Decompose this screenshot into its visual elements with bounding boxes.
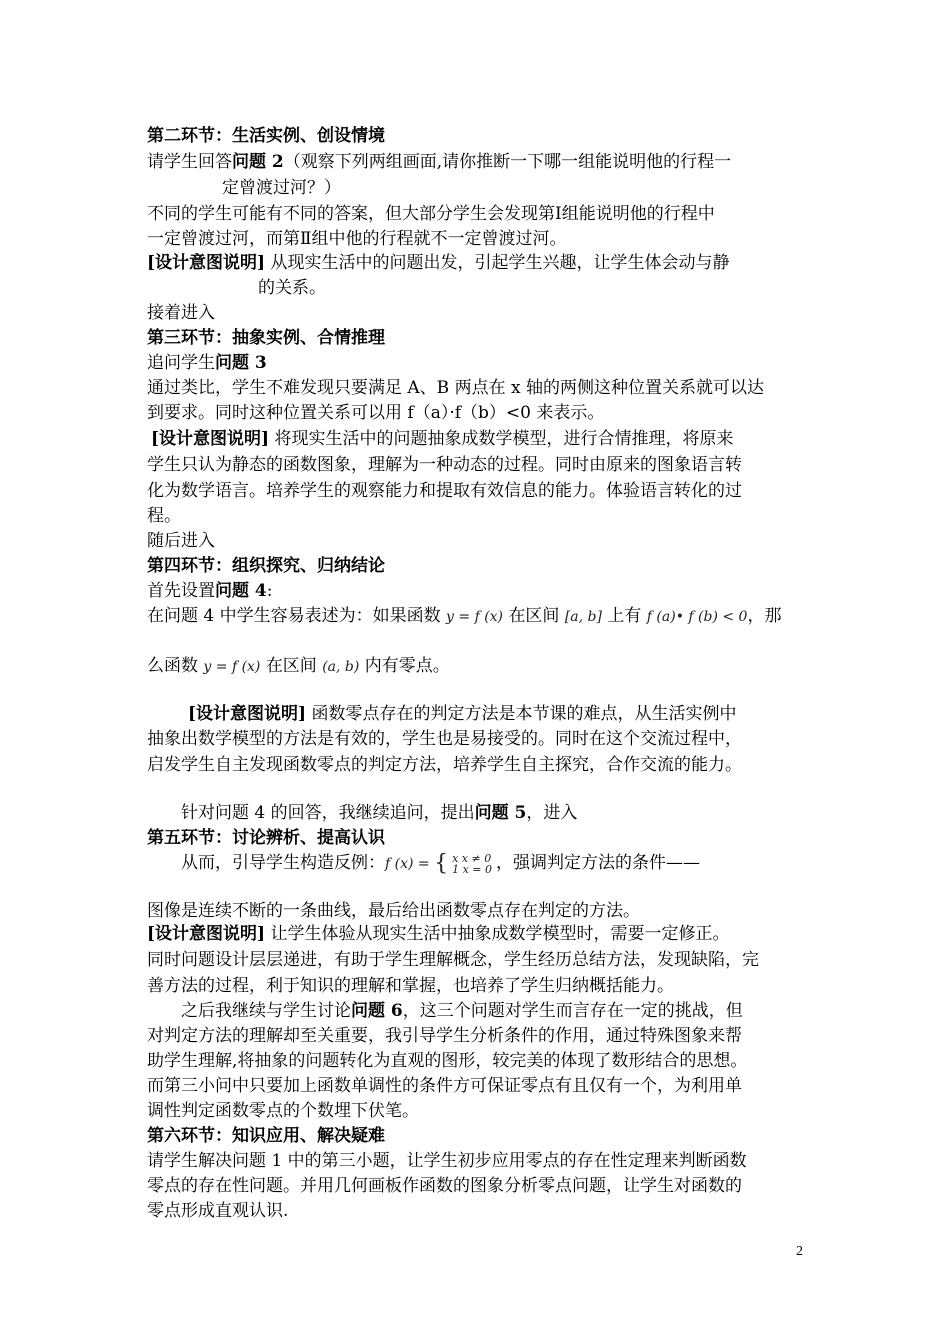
design-intent-text: 函数零点存在的判定方法是本节课的难点，从生活实例中 (311, 704, 737, 724)
section-3-transition: 随后进入 (147, 531, 215, 551)
colon: : (266, 581, 273, 601)
question-intro: 追问学生 (147, 353, 215, 373)
section-4-heading: 第四环节：组织探究、归纳结论 (147, 556, 385, 576)
section-5-intent-cont: 同时问题设计层层递进，有助于学生理解概念，学生经历总结方法，发现缺陷，完 (147, 950, 759, 970)
section-5-counterexample-line (181, 851, 700, 876)
section-3-paragraph: 通过类比，学生不难发现只要满足 A、B 两点在 x 轴的两侧这种位置关系就可以达 (147, 378, 764, 398)
section-4-intent (188, 702, 737, 726)
section-5-paragraph: 调性判定函数零点的个数埋下伏笔。 (147, 1101, 419, 1121)
section-5-paragraph: 而第三小问中只要加上函数单调性的条件方可保证零点有且仅有一个，为利用单 (147, 1076, 742, 1096)
design-intent-text: 让学生体验从现实生活中抽象成数学模型时，需要一定修正。 (270, 924, 730, 944)
section-2-question-cont: 定曾渡过河？） (222, 178, 341, 198)
math-open-interval: (a, b) (322, 659, 360, 675)
section-4-intent-cont: 启发学生自主发现函数零点的判定方法，培养学生自主探究，合作交流的能力。 (147, 755, 742, 775)
followup-text: 针对问题 4 的回答，我继续追问，提出 (181, 803, 475, 823)
design-intent-label: [设计意图说明] (147, 253, 266, 273)
piecewise-cases (452, 853, 492, 875)
section-6-paragraph: 零点形成直观认识. (147, 1201, 289, 1221)
section-3-intent-cont: 程。 (147, 506, 181, 526)
statement-text: ，那 (747, 606, 782, 626)
statement-text: 内有零点。 (364, 656, 450, 676)
page-number: 2 (796, 1244, 803, 1259)
question-4-label: 问题 4 (215, 581, 267, 601)
section-2-heading: 第二环节：生活实例、创设情境 (147, 126, 385, 146)
question-6-label: 问题 6 (351, 1001, 403, 1021)
statement-text: 上有 (607, 606, 642, 626)
section-5-intent (147, 922, 730, 946)
design-intent-label: [设计意图说明] (151, 429, 270, 449)
section-5-paragraph: 助学生理解,将抽象的问题转化为直观的图形，较完美的体现了数形结合的思想。 (147, 1051, 748, 1071)
section-4-followup (181, 801, 577, 825)
statement-text: 在问题 4 中学生容易表述为：如果函数 (147, 606, 441, 626)
section-2-paragraph: 不同的学生可能有不同的答案，但大部分学生会发现第Ⅰ组能说明他的行程中 (147, 204, 715, 224)
question-3-label: 问题 3 (215, 353, 267, 373)
design-intent-label: [设计意图说明] (147, 924, 266, 944)
math-sign-condition: f (a)• f (b) < 0 (646, 609, 748, 625)
case-top: x x ≠ 0 (452, 852, 492, 865)
left-brace-icon: { (434, 851, 449, 876)
statement-text: 在区间 (508, 606, 560, 626)
followup-text: ，进入 (526, 803, 578, 823)
statement-text: 在区间 (265, 656, 317, 676)
section-2-intent-cont: 的关系。 (258, 278, 326, 298)
counterexample-text: 从而，引导学生构造反例： (181, 853, 385, 873)
section-4-statement-line (147, 654, 450, 679)
section-4-statement-line (147, 604, 781, 629)
question-5-label: 问题 5 (474, 803, 527, 823)
section-5-heading: 第五环节：讨论辨析、提高认识 (147, 828, 385, 848)
section-2-intent (147, 251, 730, 275)
math-function: f (x) = (385, 856, 430, 872)
section-5-paragraph: 图像是连续不断的一条曲线，最后给出函数零点存在判定的方法。 (147, 901, 640, 921)
section-3-intent-cont: 化为数学语言。培养学生的观察能力和提取有效信息的能力。体验语言转化的过 (147, 481, 742, 501)
section-2-transition: 接着进入 (147, 303, 215, 323)
design-intent-label: [设计意图说明] (188, 704, 307, 724)
statement-text: 么函数 (147, 656, 198, 676)
section-5-question-6-line (181, 999, 743, 1023)
section-2-paragraph: 一定曾渡过河，而第Ⅱ组中他的行程就不一定曾渡过河。 (147, 229, 567, 249)
section-2-question-line (147, 150, 731, 174)
question-6-text: 之后我继续与学生讨论 (181, 1001, 351, 1021)
section-3-heading: 第三环节：抽象实例、合情推理 (147, 328, 385, 348)
section-6-paragraph: 零点的存在性问题。并用几何画板作函数的图象分析零点问题，让学生对函数的 (147, 1176, 742, 1196)
question-intro: 请学生回答 (147, 152, 232, 172)
section-3-intent (151, 427, 734, 451)
section-6-paragraph: 请学生解决问题 1 中的第三小题，让学生初步应用零点的存在性定理来判断函数 (147, 1151, 747, 1171)
design-intent-text: 从现实生活中的问题出发，引起学生兴趣，让学生体会动与静 (270, 253, 730, 273)
design-intent-text: 将现实生活中的问题抽象成数学模型，进行合情推理，将原来 (274, 429, 734, 449)
section-4-intent-cont: 抽象出数学模型的方法是有效的，学生也是易接受的。同时在这个交流过程中， (147, 729, 742, 749)
question-intro: 首先设置 (147, 581, 215, 601)
section-3-paragraph: 到要求。同时这种位置关系可以用 f（a）·f（b）<0 来表示。 (147, 403, 605, 423)
section-6-heading: 第六环节：知识应用、解决疑难 (147, 1126, 385, 1146)
section-3-intent-cont: 学生只认为静态的函数图象，理解为一种动态的过程。同时由原来的图象语言转 (147, 455, 742, 475)
case-bottom: 1 x = 0 (452, 863, 493, 876)
counterexample-text: ，强调判定方法的条件—— (496, 853, 701, 873)
math-function: y = f (x) (203, 659, 261, 675)
section-5-paragraph: 对判定方法的理解却至关重要，我引导学生分析条件的作用，通过特殊图象来帮 (147, 1026, 742, 1046)
math-piecewise-function (385, 851, 496, 876)
section-3-question-line (147, 351, 267, 375)
section-5-intent-cont: 善方法的过程，利于知识的理解和掌握，也培养了学生归纳概括能力。 (147, 976, 674, 996)
question-2-label: 问题 2 (232, 152, 284, 172)
question-2-text: （观察下列两组画面,请你推断一下哪一组能说明他的行程一 (283, 152, 732, 172)
section-4-question-line (147, 579, 272, 603)
question-6-text: ，这三个问题对学生而言存在一定的挑战，但 (402, 1001, 743, 1021)
math-function: y = f (x) (446, 609, 504, 625)
math-closed-interval: [a, b] (564, 609, 602, 625)
